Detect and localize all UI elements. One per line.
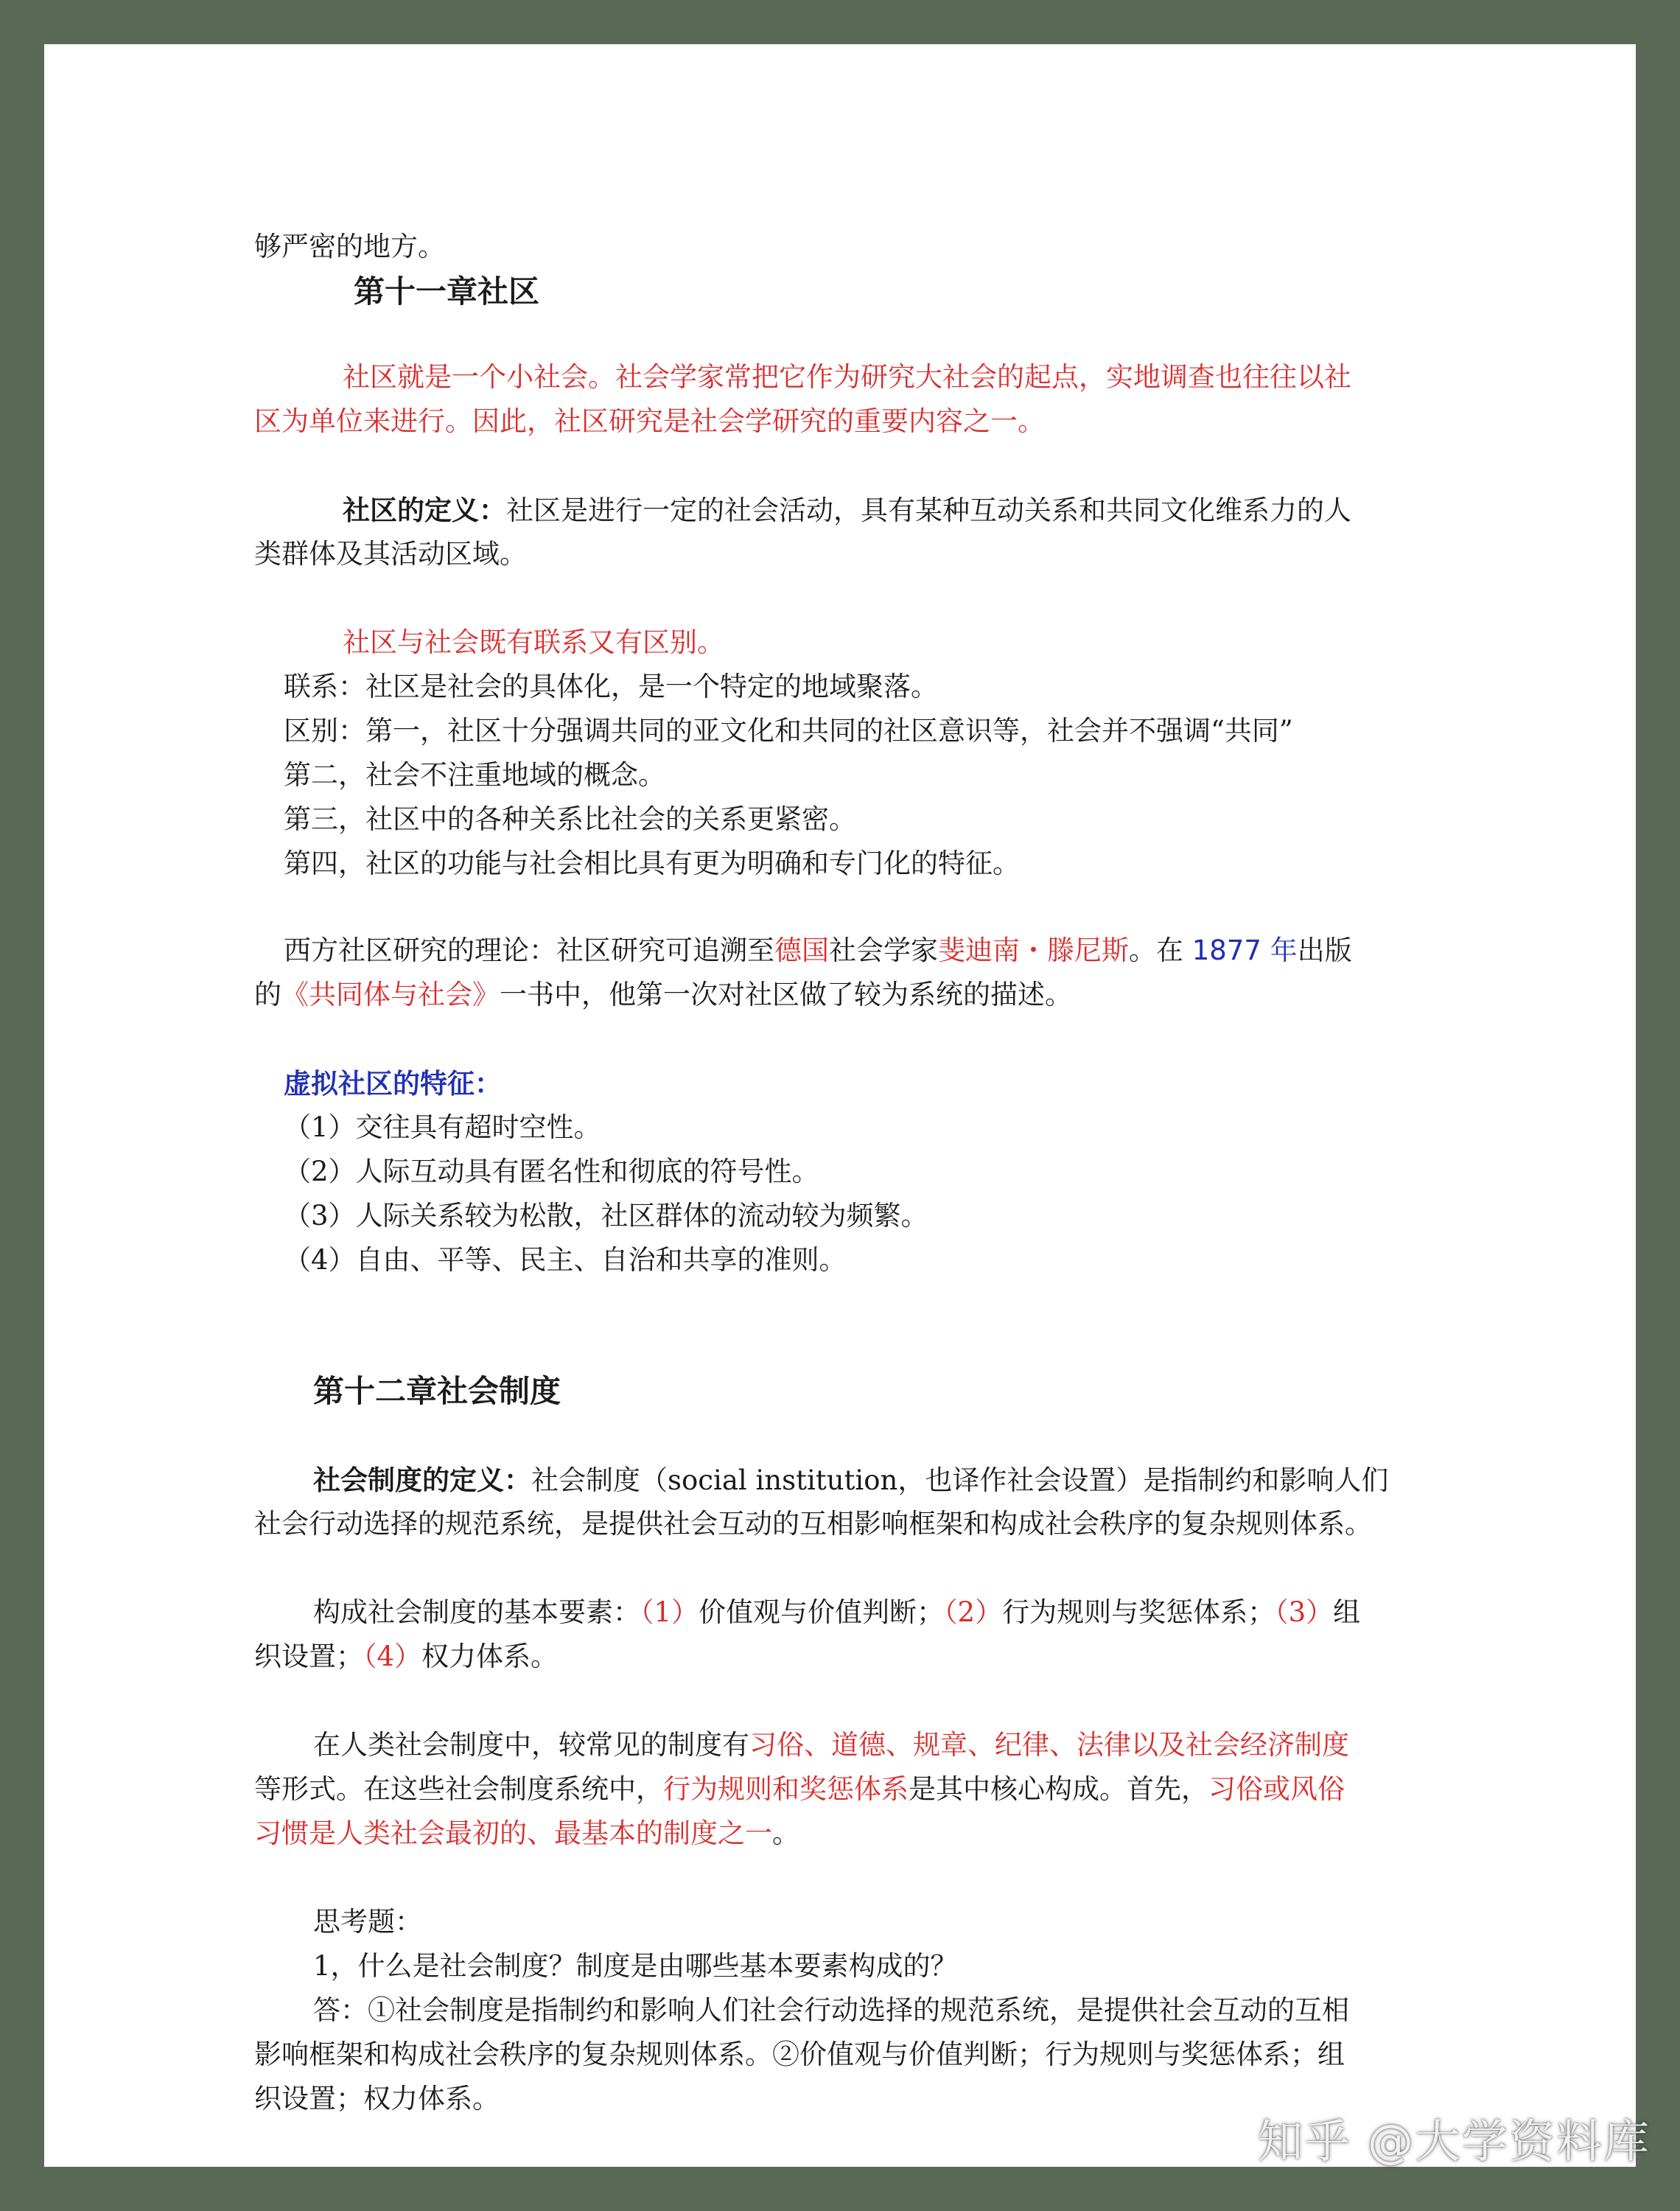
text-line xyxy=(343,488,1351,532)
text-span: 出版 xyxy=(1297,935,1352,966)
text-span: 西方社区研究的理论：社区研究可追溯至 xyxy=(284,935,774,966)
text-line xyxy=(313,1590,1360,1635)
text-span: （4） xyxy=(363,1641,422,1672)
list-item: （3）人际关系较为松散，社区群体的流动较为频繁。 xyxy=(284,1200,928,1232)
text-line: 答：①社会制度是指制约和影响人们社会行动选择的规范系统，是提供社会互动的互相 xyxy=(313,1994,1349,2026)
text-span: （2） xyxy=(944,1596,1003,1628)
text-line xyxy=(254,1635,558,1679)
chapter-11-heading: 第十一章社区 xyxy=(354,273,540,310)
text-span: 1877 年 xyxy=(1191,935,1298,966)
text-line xyxy=(284,929,1352,973)
text-line: 社会行动选择的规范系统，是提供社会互动的互相影响框架和构成社会秩序的复杂规则体系。 xyxy=(254,1508,1372,1540)
text-span: 是其中核心构成。首先， xyxy=(909,1773,1208,1805)
text-line: 区为单位来进行。因此，社区研究是社会学研究的重要内容之一。 xyxy=(254,405,1045,437)
text-span: （3） xyxy=(1275,1596,1334,1628)
text-span: 行为规则和奖惩体系 xyxy=(663,1773,909,1805)
definition-label: 社区的定义： xyxy=(343,494,506,526)
text-span: 。在 xyxy=(1129,935,1192,966)
text-span: 的 xyxy=(254,979,281,1010)
list-item: （1）交往具有超时空性。 xyxy=(284,1111,601,1143)
text-span: 构成社会制度的基本要素： xyxy=(313,1596,640,1628)
list-item: （2）人际互动具有匿名性和彻底的符号性。 xyxy=(284,1156,819,1187)
text-span: 习俗、道德、规章、纪律、法律以及社会经济制度 xyxy=(749,1729,1349,1761)
text-span: 习惯是人类社会最初的、最基本的制度之一 xyxy=(254,1817,772,1849)
text-span: 习俗或风俗 xyxy=(1208,1773,1345,1805)
text-span: 组 xyxy=(1333,1596,1361,1628)
definition-label: 社会制度的定义： xyxy=(313,1464,531,1496)
text-line xyxy=(254,1767,1345,1812)
text-line: 区别：第一，社区十分强调共同的亚文化和共同的社区意识等，社会并不强调“共同” xyxy=(284,715,1293,747)
text-line xyxy=(313,1458,1388,1502)
list-item: （4）自由、平等、民主、自治和共享的准则。 xyxy=(284,1244,847,1276)
text-span: 织设置； xyxy=(254,1641,363,1672)
text-span: 权力体系。 xyxy=(421,1641,559,1672)
text-span: 。 xyxy=(772,1817,799,1849)
text-line: 织设置；权力体系。 xyxy=(254,2083,500,2114)
text-span: 《共同体与社会》 xyxy=(281,979,500,1010)
document-page xyxy=(44,44,1636,2167)
text-span: （1） xyxy=(640,1596,699,1628)
definition-text: 社会制度（social institution，也译作社会设置）是指制约和影响人们 xyxy=(531,1464,1389,1496)
section-heading: 虚拟社区的特征： xyxy=(284,1067,502,1100)
text-line: 影响框架和构成社会秩序的复杂规则体系。②价值观与价值判断；行为规则与奖惩体系；组 xyxy=(254,2039,1345,2070)
text-span: 价值观与价值判断； xyxy=(699,1596,945,1628)
zhihu-watermark: 知乎 @大学资料库 xyxy=(1257,2114,1651,2168)
text-span: 行为规则与奖惩体系； xyxy=(1002,1596,1275,1628)
text-span: 斐迪南・滕尼斯 xyxy=(938,935,1129,966)
chapter-12-heading: 第十二章社会制度 xyxy=(313,1373,561,1409)
text-line: 第四，社区的功能与社会相比具有更为明确和专门化的特征。 xyxy=(284,848,1020,879)
text-span: 一书中，他第一次对社区做了较为系统的描述。 xyxy=(500,979,1072,1010)
text-line: 够严密的地方。 xyxy=(254,231,445,262)
definition-text: 社区是进行一定的社会活动，具有某种互动关系和共同文化维系力的人 xyxy=(506,495,1351,526)
text-line xyxy=(313,1723,1349,1767)
text-line: 联系：社区是社会的具体化，是一个特定的地域聚落。 xyxy=(284,671,938,702)
text-span: 在人类社会制度中，较常见的制度有 xyxy=(313,1729,749,1761)
text-span: 德国 xyxy=(774,935,829,966)
text-line xyxy=(254,973,1072,1017)
text-span: 等形式。在这些社会制度系统中， xyxy=(254,1773,663,1805)
text-line: 社区与社会既有联系又有区别。 xyxy=(343,626,724,658)
text-span: 社会学家 xyxy=(829,935,938,966)
text-line xyxy=(254,1812,799,1856)
text-line: 思考题： xyxy=(313,1906,422,1938)
text-line: 类群体及其活动区域。 xyxy=(254,538,527,570)
text-line: 第二，社会不注重地域的概念。 xyxy=(284,759,665,791)
text-line: 1，什么是社会制度？制度是由哪些基本要素构成的？ xyxy=(313,1950,958,1982)
text-line: 第三，社区中的各种关系比社会的关系更紧密。 xyxy=(284,803,856,835)
text-line: 社区就是一个小社会。社会学家常把它作为研究大社会的起点，实地调查也往往以社 xyxy=(343,361,1351,393)
